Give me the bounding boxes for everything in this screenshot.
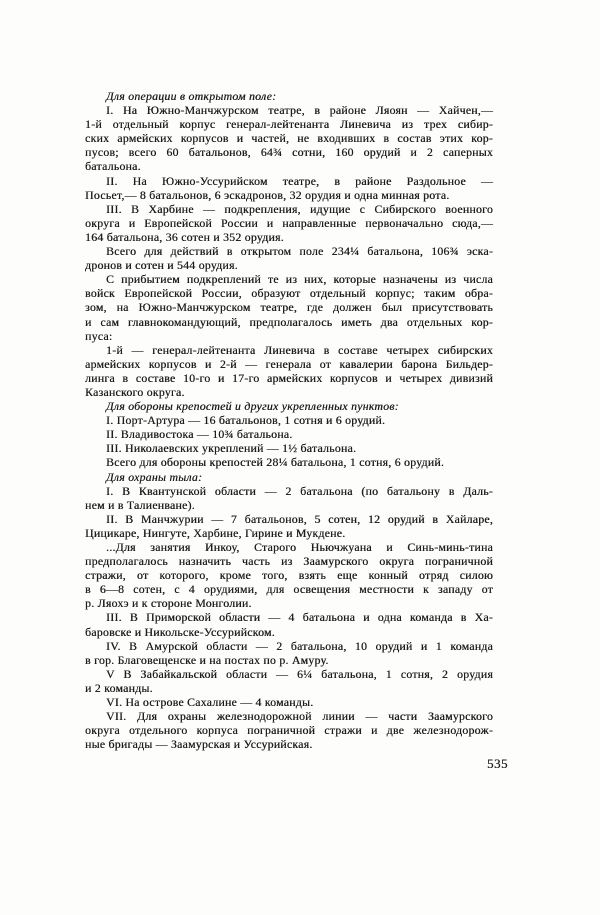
text-line: баровске и Никольске-Уссурийском. bbox=[85, 624, 275, 639]
text-line: Для обороны крепостей и других укрепленных пунктов: bbox=[106, 399, 399, 414]
text-line: Для операции в открытом поле: bbox=[106, 89, 277, 103]
text-line: Посьет,— 8 батальонов, 6 эскадронов, 32 орудия и одна минная рота. bbox=[85, 187, 450, 202]
text-line: 164 батальона, 36 сотен и 352 орудия. bbox=[85, 229, 284, 244]
text-line: III. В Харбине — подкрепления, идущие с Сибирского военного bbox=[106, 201, 493, 216]
text-line: II. В Манчжурии — 7 батальонов, 5 сотен, 12 орудий в Хайларе, bbox=[106, 511, 493, 526]
text-line: линга в составе 10-го и 17-го армейских корпусов и четырех дивизий bbox=[85, 370, 493, 385]
text-line: 1-й отдельный корпус генерал-лейтенанта Линевича из трех сибир- bbox=[85, 117, 493, 132]
text-line: округа отдельного корпуса пограничной стражи и две железнодорож- bbox=[85, 723, 493, 738]
text-line: зом, на Южно-Манчжурском театре, где должен был присутствовать bbox=[85, 300, 493, 315]
text-line: и 2 команды. bbox=[85, 680, 153, 695]
text-line: в 6—8 сотен, с 4 орудиями, для освещения местности к западу от bbox=[85, 582, 493, 597]
text-line: I. Порт-Артура — 16 батальонов, 1 сотня и 6 орудий. bbox=[106, 413, 386, 428]
text-line: С прибытием подкреплений те из них, которые назначены из числа bbox=[106, 272, 493, 287]
text-block bbox=[85, 89, 493, 751]
text-line: Для охраны тыла: bbox=[106, 469, 203, 484]
text-line: ные бригады — Заамурская и Уссурийская. bbox=[85, 737, 313, 752]
text-line: батальона. bbox=[85, 159, 141, 174]
text-line: 1-й — генерал-лейтенанта Линевича в составе четырех сибирских bbox=[106, 342, 493, 357]
text-line: пуса: bbox=[85, 328, 113, 343]
page-number: 535 bbox=[487, 756, 508, 771]
text-line: ских армейских корпусов и частей, не входивших в состав этих кор- bbox=[85, 131, 493, 146]
text-line: Всего для обороны крепостей 28¼ батальона, 1 сотня, 6 орудий. bbox=[106, 455, 445, 470]
text-line: III. В Приморской области — 4 батальона и одна команда в Ха- bbox=[106, 610, 493, 625]
text-line: пусов; всего 60 батальонов, 64¾ сотни, 160 орудий и 2 саперных bbox=[85, 145, 493, 160]
text-line: ...Для занятия Инкоу, Старого Ньючжуана и Синь-минь-тина bbox=[106, 540, 493, 554]
text-line: р. Ляохэ и к стороне Монголии. bbox=[85, 596, 252, 611]
text-line: округа и Европейской России и направленные первоначально сюда,— bbox=[85, 215, 493, 230]
text-line: III. Николаевских укреплений — 1½ батальона. bbox=[106, 441, 357, 456]
text-line: дронов и сотен и 544 орудия. bbox=[85, 258, 238, 273]
text-line: Всего для действий в открытом поле 234¼ батальона, 106¾ эска- bbox=[106, 244, 493, 259]
text-line: предполагалось назначить часть из Заамурского округа пограничной bbox=[85, 554, 493, 569]
text-line: стражи, от которого, кроме того, взять еще конный отряд силою bbox=[85, 568, 493, 583]
text-line: IV. В Амурской области — 2 батальона, 10 орудий и 1 команда bbox=[106, 638, 493, 653]
text-line: Цицикаре, Нингуте, Харбине, Гирине и Мукдене. bbox=[85, 525, 346, 540]
text-line: Казанского округа. bbox=[85, 384, 185, 399]
text-line: VII. Для охраны железнодорожной линии — части Заамурского bbox=[106, 709, 493, 724]
text-line: VI. На острове Сахалине — 4 команды. bbox=[106, 695, 314, 710]
text-line: II. Владивостока — 10¾ батальона. bbox=[106, 427, 293, 442]
text-line: I. На Южно-Манчжурском театре, в районе Ляоян — Хайчен,— bbox=[106, 103, 493, 118]
text-line: армейских корпусов и 2-й — генерала от кавалерии барона Бильдер- bbox=[85, 356, 493, 371]
text-line: и сам главнокомандующий, предполагалось иметь два отдельных кор- bbox=[85, 314, 493, 329]
text-line: в гор. Благовещенске и на постах по р. Амуру. bbox=[85, 652, 329, 667]
text-line: войск Европейской России, образуют отдельный корпус; таким обра- bbox=[85, 286, 493, 301]
text-line: V В Забайкальской области — 6¼ батальона, 1 сотня, 2 орудия bbox=[106, 666, 493, 681]
text-line: I. В Квантунской области — 2 батальона (по батальону в Даль- bbox=[106, 483, 493, 498]
text-line: нем и в Талиенване). bbox=[85, 497, 195, 512]
text-line: II. На Южно-Уссурийском театре, в районе Раздольное — bbox=[106, 173, 493, 188]
